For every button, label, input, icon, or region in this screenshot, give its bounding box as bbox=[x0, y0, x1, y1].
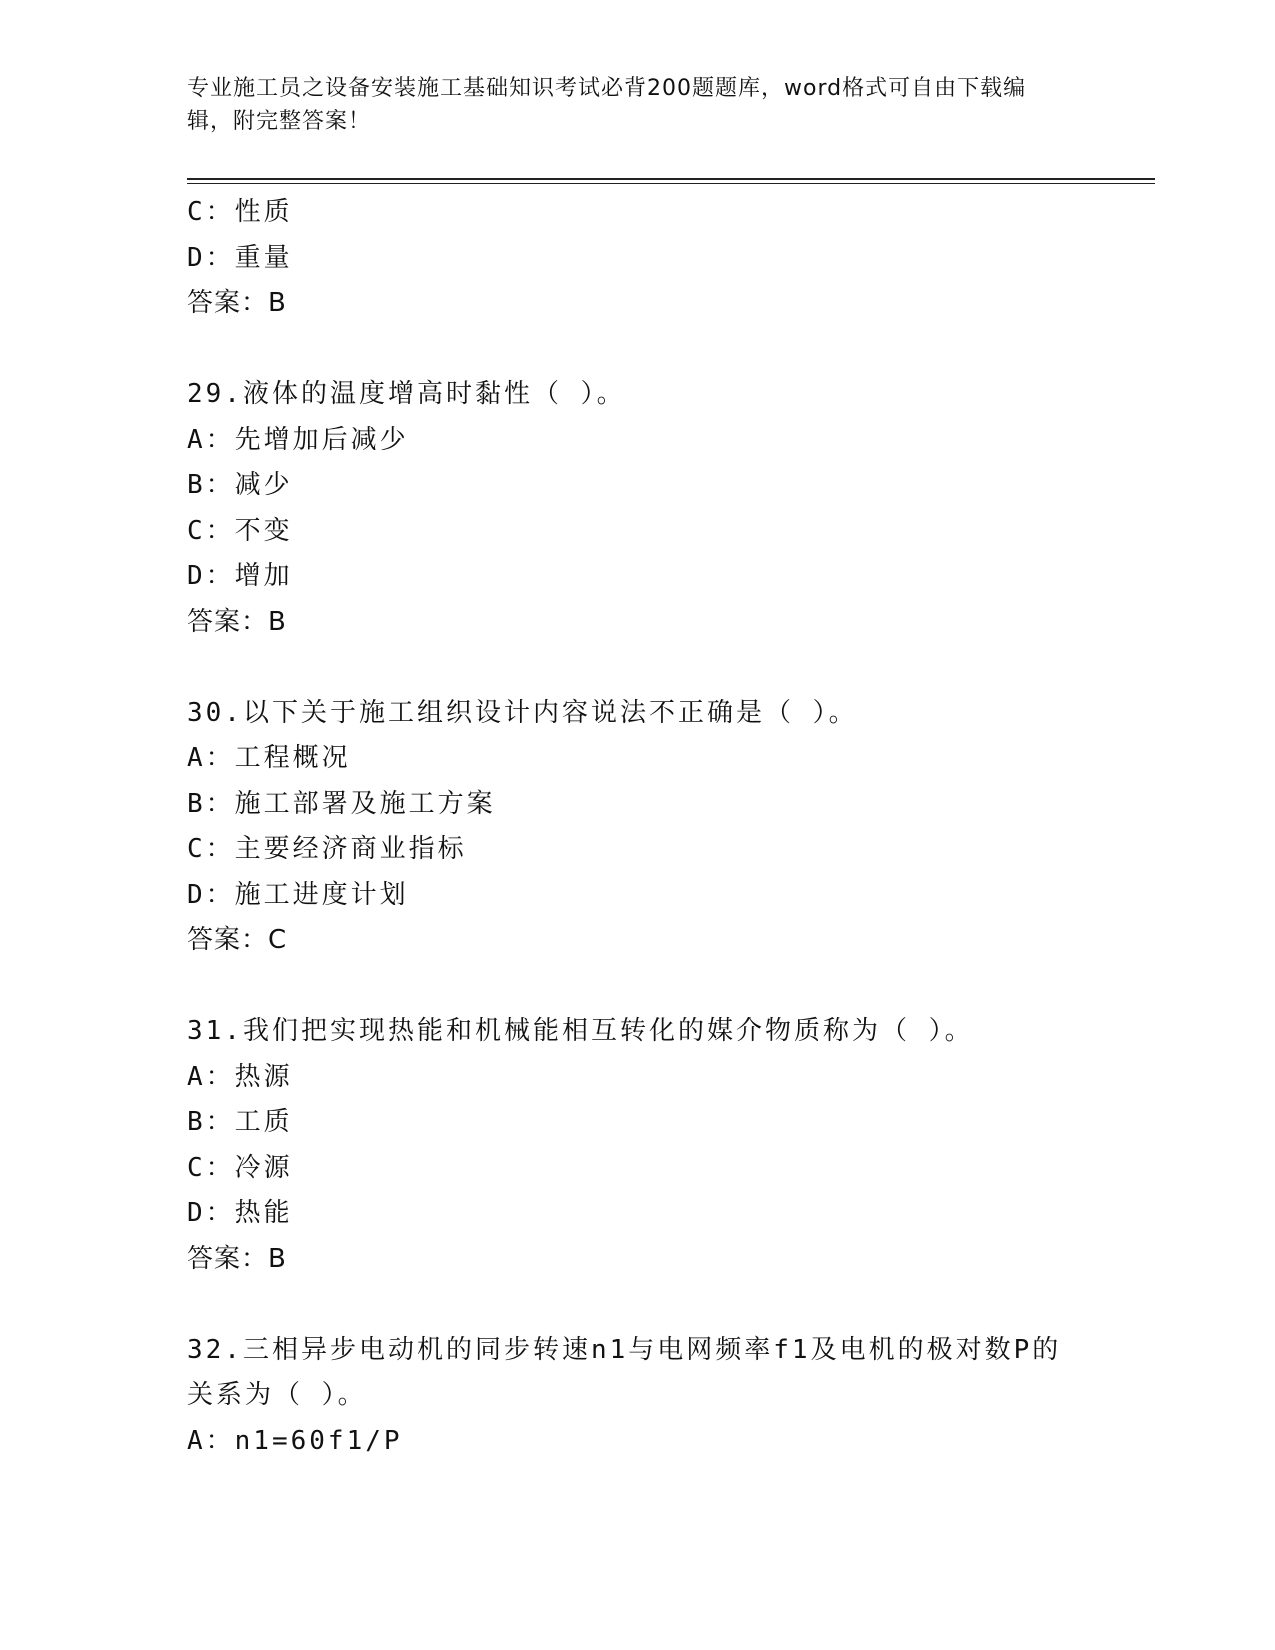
header-rule-thick bbox=[187, 178, 1155, 180]
option-d: D：重量 bbox=[187, 242, 293, 273]
option-c: C：性质 bbox=[187, 197, 293, 227]
question-list bbox=[187, 190, 1087, 1464]
option-d: D：热能 bbox=[187, 1198, 293, 1228]
header-rule-thin bbox=[187, 183, 1155, 184]
answer: 答案：C bbox=[187, 925, 288, 955]
option-d: D：增加 bbox=[187, 561, 293, 591]
option-c: C：主要经济商业指标 bbox=[187, 834, 467, 864]
option-a: A：先增加后减少 bbox=[187, 424, 409, 455]
option-b: B：工质 bbox=[187, 1107, 293, 1137]
question-title: 30.以下关于施工组织设计内容说法不正确是（ ）。 bbox=[187, 697, 858, 728]
option-a: A：n1=60f1/P bbox=[187, 1425, 403, 1456]
option-a: A：工程概况 bbox=[187, 743, 351, 773]
answer: 答案：B bbox=[187, 606, 287, 637]
question-title: 29.液体的温度增高时黏性（ ）。 bbox=[187, 379, 626, 409]
question-title: 31.我们把实现热能和机械能相互转化的媒介物质称为（ ）。 bbox=[187, 1016, 974, 1046]
option-d: D：施工进度计划 bbox=[187, 879, 409, 910]
option-c: C：不变 bbox=[187, 515, 293, 546]
document-header: 专业施工员之设备安装施工基础知识考试必背200题题库，word格式可自由下载编辑，附完整答案！ bbox=[187, 76, 1027, 134]
answer: 答案：B bbox=[187, 1243, 287, 1274]
option-a: A：热源 bbox=[187, 1061, 293, 1092]
question-title: 32.三相异步电动机的同步转速n1与电网频率f1及电机的极对数P的关系为（ ）。 bbox=[187, 1334, 1062, 1410]
option-c: C：冷源 bbox=[187, 1152, 293, 1183]
answer: 答案：B bbox=[187, 288, 287, 318]
option-b: B：减少 bbox=[187, 470, 293, 500]
option-b: B：施工部署及施工方案 bbox=[187, 788, 496, 819]
